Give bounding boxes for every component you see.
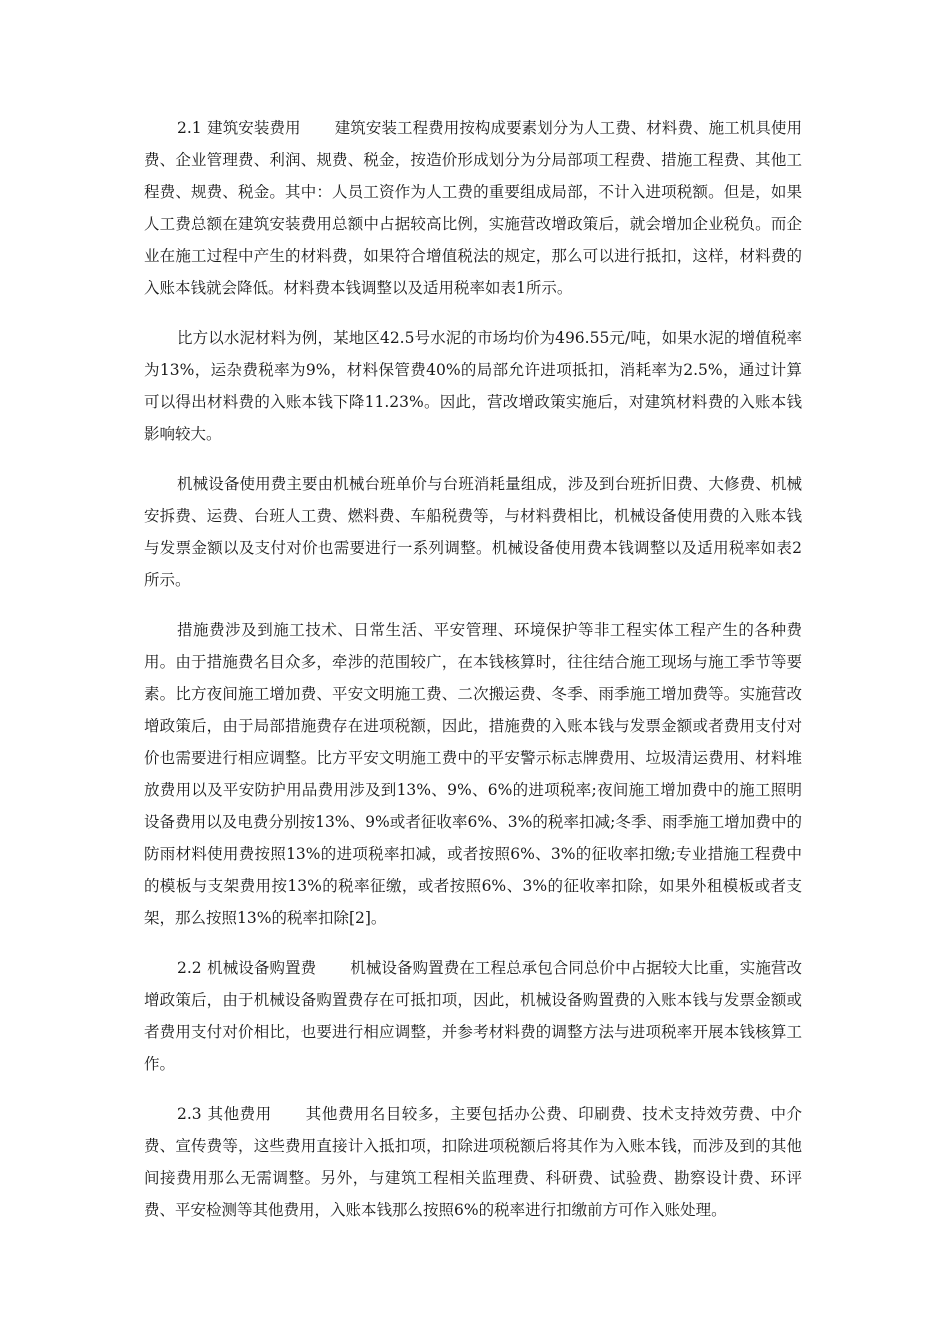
section-number: 2.2 (177, 959, 202, 977)
paragraph-text: 比方以水泥材料为例，某地区42.5号水泥的市场均价为496.55元/吨，如果水泥的增值税率为13%，运杂费税率为9%，材料保管费40%的局部允许进项抵扣，消耗率为2.5%，通过计算可以得出材料费的入账本钱下降11.23%。因此，营改增政策实施后，对建筑材料费的入账本钱影响较大。 (144, 329, 802, 443)
paragraph-building-installation-cost (144, 112, 802, 304)
section-title: 建筑安装费用 (207, 119, 301, 137)
paragraph-text: 建筑安装工程费用按构成要素划分为人工费、材料费、施工机具使用费、企业管理费、利润、规费、税金，按造价形成划分为分局部项工程费、措施工程费、其他工程费、规费、税金。其中：人员工资作为人工费的重要组成局部，不计入进项税额。但是，如果人工费总额在建筑安装费用总额中占据较高比例，实施营改增政策后，就会增加企业税负。而企业在施工过程中产生的材料费，如果符合增值税法的规定，那么可以进行抵扣，这样，材料费的入账本钱就会降低。材料费本钱调整以及适用税率如表1所示。 (144, 119, 802, 297)
paragraph-cement-example (144, 322, 802, 450)
paragraph-equipment-purchase-cost (144, 952, 802, 1080)
section-number: 2.1 (177, 119, 202, 137)
section-number: 2.3 (177, 1105, 202, 1123)
paragraph-text: 其他费用名目较多，主要包括办公费、印刷费、技术支持效劳费、中介费、宣传费等，这些费用直接计入抵扣项，扣除进项税额后将其作为入账本钱，而涉及到的其他间接费用那么无需调整。另外，与建筑工程相关监理费、科研费、试验费、勘察设计费、环评费、平安检测等其他费用，入账本钱那么按照6%的税率进行扣缴前方可作入账处理。 (144, 1105, 802, 1219)
paragraph-measures-cost (144, 614, 802, 934)
paragraph-text: 措施费涉及到施工技术、日常生活、平安管理、环境保护等非工程实体工程产生的各种费用。由于措施费名目众多，牵涉的范围较广，在本钱核算时，往往结合施工现场与施工季节等要素。比方夜间施工增加费、平安文明施工费、二次搬运费、冬季、雨季施工增加费等。实施营改增政策后，由于局部措施费存在进项税额，因此，措施费的入账本钱与发票金额或者费用支付对价也需要进行相应调整。比方平安文明施工费中的平安警示标志牌费用、垃圾清运费用、材料堆放费用以及平安防护用品费用涉及到13%、9%、6%的进项税率;夜间施工增加费中的施工照明设备费用以及电费分别按13%、9%或者征收率6%、3%的税率扣减;冬季、雨季施工增加费中的防雨材料使用费按照13%的进项税率扣减，或者按照6%、3%的征收率扣缴;专业措施工程费中的模板与支架费用按13%的税率征缴，或者按照6%、3%的征收率扣除，如果外租模板或者支架，那么按照13%的税率扣除[2]。 (144, 621, 802, 927)
paragraph-text: 机械设备使用费主要由机械台班单价与台班消耗量组成，涉及到台班折旧费、大修费、机械安拆费、运费、台班人工费、燃料费、车船税费等，与材料费相比，机械设备使用费的入账本钱与发票金额以及支付对价也需要进行一系列调整。机械设备使用费本钱调整以及适用税率如表2所示。 (144, 475, 802, 589)
section-title: 其他费用 (207, 1105, 272, 1123)
paragraph-other-costs (144, 1098, 802, 1226)
document-body (144, 112, 802, 1244)
paragraph-machinery-usage-cost (144, 468, 802, 596)
section-title: 机械设备购置费 (207, 959, 317, 977)
paragraph-text: 机械设备购置费在工程总承包合同总价中占据较大比重，实施营改增政策后，由于机械设备购置费存在可抵扣项，因此，机械设备购置费的入账本钱与发票金额或者费用支付对价相比，也要进行相应调整，并参考材料费的调整方法与进项税率开展本钱核算工作。 (144, 959, 802, 1073)
